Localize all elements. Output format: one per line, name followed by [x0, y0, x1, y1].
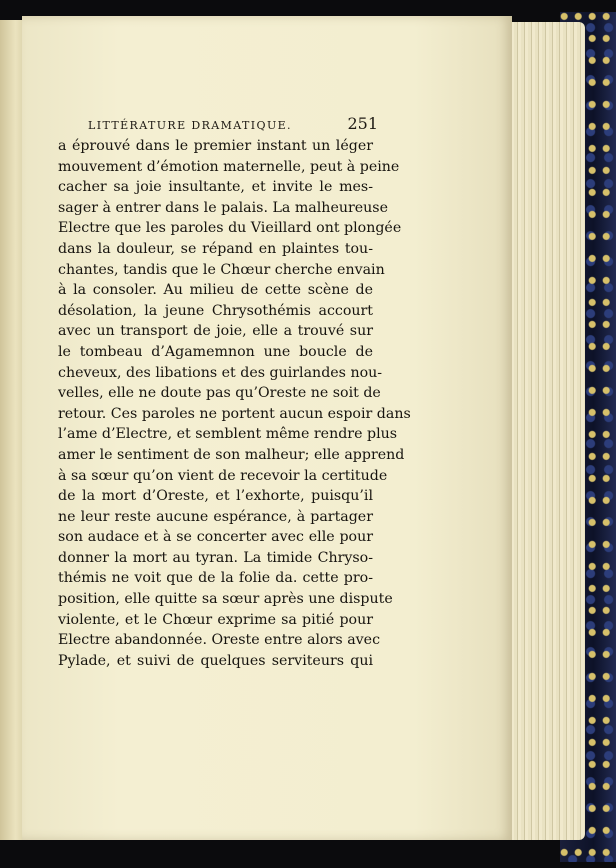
- text-line: amer le sentiment de son malheur; elle apprend: [58, 446, 405, 463]
- text-line: mouvement d’émotion maternelle, peut à peine: [58, 158, 400, 175]
- text-line: thémis ne voit que de la folie da. cette pro-: [58, 570, 373, 587]
- text-line: Electre que les paroles du Vieillard ont plongée: [58, 220, 402, 237]
- text-line: velles, elle ne doute pas qu’Oreste ne soit de: [58, 385, 381, 402]
- text-line: position, elle quitte sa sœur après une dispute: [58, 591, 393, 608]
- text-line: désolation, la jeune Chrysothémis accourt: [58, 302, 373, 319]
- text-line: retour. Ces paroles ne portent aucun espoir dans: [58, 405, 411, 422]
- text-line: donner la mort au tyran. La timide Chryso-: [58, 549, 373, 566]
- text-line: Electre abandonnée. Oreste entre alors avec: [58, 632, 381, 649]
- text-line: a éprouvé dans le premier instant un léger: [58, 138, 373, 154]
- text-line: cacher sa joie insultante, et invite le mes-: [58, 179, 373, 196]
- running-head: LITTÉRATURE DRAMATIQUE.: [88, 119, 292, 132]
- page-number: 251: [347, 114, 378, 133]
- page-edges: [500, 22, 585, 840]
- text-line: le tombeau d’Agamemnon une boucle de: [58, 343, 373, 360]
- text-line: avec un transport de joie, elle a trouvé sur: [58, 323, 373, 340]
- text-line: l’ame d’Electre, et semblent même rendre plus: [58, 426, 398, 443]
- text-line: son audace et à se concerter avec elle pour: [58, 529, 373, 546]
- page-header: [88, 114, 378, 134]
- text-line: ne leur reste aucune espérance, à partager: [58, 508, 373, 525]
- text-line: Pylade, et suivi de quelques serviteurs qui: [58, 652, 373, 669]
- text-line: à la consoler. Au milieu de cette scène de: [58, 282, 373, 299]
- text-line: cheveux, des libations et des guirlandes nou-: [58, 364, 383, 381]
- text-line: chantes, tandis que le Chœur cherche envain: [58, 261, 385, 278]
- text-line: sager à entrer dans le palais. La malheureuse: [58, 199, 388, 216]
- text-line: violente, et le Chœur exprime sa pitié pour: [58, 611, 373, 628]
- text-line: dans la douleur, se répand en plaintes tou-: [58, 240, 373, 257]
- body-text: [58, 136, 411, 671]
- text-line: à sa sœur qu’on vient de recevoir la certitude: [58, 467, 388, 484]
- text-line: de la mort d’Oreste, et l’exhorte, puisqu’il: [58, 488, 373, 505]
